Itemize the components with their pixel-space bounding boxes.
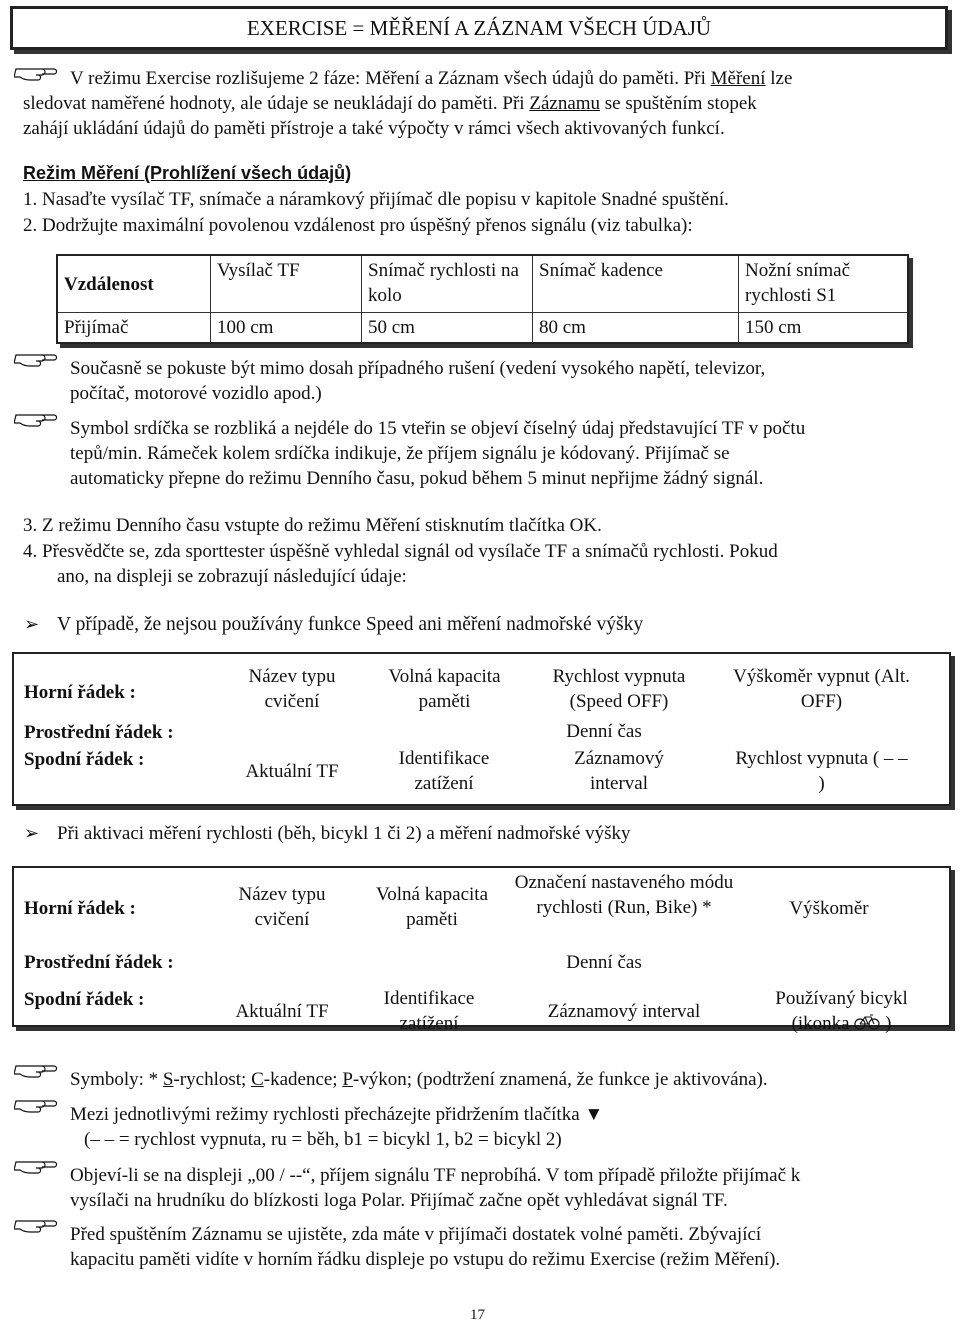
- col-foot: Nožní snímač rychlosti S1: [739, 255, 909, 313]
- step-4-l2: ano, na displeji se zobrazují následující údaje:: [57, 566, 407, 587]
- link-zaznam: Záznamu: [529, 93, 601, 114]
- val-cadence: 80 cm: [533, 313, 739, 344]
- val-foot: 150 cm: [739, 313, 909, 344]
- intro-line-1: V režimu Exercise rozlišujeme 2 fáze: Měření a Záznam všech údajů do paměti. Při Měření lze: [70, 68, 793, 89]
- bottom-load-id: Identifikace zatížení: [383, 988, 475, 1034]
- bottom-speed-off: Rychlost vypnuta ( – – ): [735, 748, 908, 794]
- note-interference-l1: Současně se pokuste být mimo dosah případného rušení (vedení vysokého napětí, televizor,: [70, 358, 766, 379]
- link-mereni: Měření: [710, 68, 766, 89]
- note-no-signal-l2: vysílači na hrudníku do blízkosti loga Polar. Přijímač začne opět vyhledávat signál TF.: [70, 1190, 728, 1211]
- top-exercise-type: Název typu cvičení: [238, 884, 326, 930]
- page-number: 17: [470, 1307, 485, 1323]
- val-tf: 100 cm: [211, 313, 362, 344]
- label-top-row: Horní řádek :: [24, 682, 136, 703]
- label-bottom-row: Spodní řádek :: [24, 989, 145, 1010]
- step-1: 1. Nasaďte vysílač TF, snímače a náramkový přijímač dle popisu v kapitole Snadné spuštění.: [23, 189, 729, 210]
- bicycle-icon: [854, 1014, 880, 1030]
- top-free-memory: Volná kapacita paměti: [375, 884, 489, 930]
- top-alt-off: Výškoměr vypnut (Alt. OFF): [733, 666, 910, 712]
- middle-time-of-day: Denní čas: [566, 952, 642, 973]
- step-4-l1: 4. Přesvědčte se, zda sporttester úspěšně vyhledal signál od vysílače TF a snímačů rychlosti. Pokud: [23, 541, 778, 562]
- pointing-hand-icon: [14, 1217, 58, 1235]
- section-heading: Režim Měření (Prohlížení všech údajů): [23, 163, 352, 183]
- bottom-load-id: Identifikace zatížení: [398, 748, 490, 794]
- step-3: 3. Z režimu Denního času vstupte do režimu Měření stisknutím tlačítka OK.: [23, 515, 602, 536]
- top-free-memory: Volná kapacita paměti: [388, 666, 501, 712]
- display-table-speed-alt: [12, 866, 951, 1034]
- display-table-basic: [12, 652, 951, 806]
- bottom-current-hr: Aktuální TF: [235, 1001, 329, 1022]
- distance-table: [56, 254, 909, 344]
- bottom-record-interval: Záznamový interval: [547, 1001, 701, 1022]
- note-switch-l2: (– – = rychlost vypnuta, ru = běh, b1 = bicykl 1, b2 = bicykl 2): [84, 1129, 562, 1150]
- pointing-hand-icon: [14, 411, 58, 429]
- top-speed-off: Rychlost vypnuta (Speed OFF): [552, 666, 686, 712]
- page-title-box: [10, 6, 948, 50]
- top-exercise-type: Název typu cvičení: [248, 666, 336, 712]
- pointing-hand-icon: [14, 1097, 58, 1115]
- label-bottom-row: Spodní řádek :: [24, 749, 145, 770]
- arrow-bullet-icon: ➢: [24, 614, 40, 634]
- intro-line-2: sledovat naměřené hodnoty, ale údaje se neukládají do paměti. Při Záznamu se spuštěním stopek: [23, 93, 757, 114]
- note-heart-l2: tepů/min. Rámeček kolem srdíčka indikuje, že příjem signálu je kódovaný. Přijímač se: [70, 443, 730, 464]
- note-memory-l2: kapacitu paměti vidíte v horním řádku displeje po vstupu do režimu Exercise (režim Měření).: [70, 1249, 781, 1270]
- step-2: 2. Dodržujte maximální povolenou vzdálenost pro úspěšný přenos signálu (viz tabulka):: [23, 215, 693, 236]
- note-heart-l1: Symbol srdíčka se rozbliká a nejdéle do 15 vteřin se objeví číselný údaj představující TF v počtu: [70, 418, 806, 439]
- label-top-row: Horní řádek :: [24, 898, 136, 919]
- col-speed: Snímač rychlosti na kolo: [362, 255, 533, 313]
- arrow-bullet-icon: ➢: [24, 823, 40, 843]
- pointing-hand-icon: [14, 65, 58, 83]
- row-label-receiver: Přijímač: [57, 313, 211, 344]
- note-no-signal-l1: Objeví-li se na displeji „00 / --“, příjem signálu TF neprobíhá. V tom případě přiložte přijímač k: [70, 1165, 801, 1186]
- top-speed-mode: Označení nastaveného módu rychlosti (Run, Bike) *: [514, 872, 734, 918]
- val-speed: 50 cm: [362, 313, 533, 344]
- case2-heading: Při aktivaci měření rychlosti (běh, bicykl 1 či 2) a měření nadmořské výšky: [57, 823, 631, 844]
- page-title: EXERCISE = MĚŘENÍ A ZÁZNAM VŠECH ÚDAJŮ: [246, 16, 712, 40]
- pointing-hand-icon: [14, 1062, 58, 1080]
- note-heart-l3: automaticky přepne do režimu Denního času, pokud během 5 minut nepřijme žádný signál.: [70, 468, 764, 489]
- note-switch-l1: Mezi jednotlivými režimy rychlosti přecházejte přidržením tlačítka ▼: [70, 1104, 604, 1125]
- bottom-current-hr: Aktuální TF: [245, 761, 339, 782]
- note-interference-l2: počítač, motorové vozidlo apod.): [70, 383, 322, 404]
- top-altimeter: Výškoměr: [789, 898, 869, 919]
- note-symbols: Symboly: * S-rychlost; C-kadence; P-výkon; (podtržení znamená, že funkce je aktivována).: [70, 1069, 768, 1090]
- col-tf: Vysílač TF: [211, 255, 362, 313]
- bottom-record-interval: Záznamový interval: [574, 748, 664, 794]
- pointing-hand-icon: [14, 351, 58, 369]
- col-cadence: Snímač kadence: [533, 255, 739, 313]
- pointing-hand-icon: [14, 1158, 58, 1176]
- bottom-bike-used: Používaný bicykl (ikonka ): [775, 988, 908, 1034]
- case1-heading: V případě, že nejsou používány funkce Speed ani měření nadmořské výšky: [57, 614, 644, 635]
- intro-line-3: zahájí ukládání údajů do paměti přístroje a také výpočty v rámci všech aktivovaných funkcí.: [23, 118, 725, 139]
- label-middle-row: Prostřední řádek :: [24, 722, 174, 743]
- note-memory-l1: Před spuštěním Záznamu se ujistěte, zda máte v přijímači dostatek volné paměti. Zbývající: [70, 1224, 762, 1245]
- distance-head-label: Vzdálenost: [57, 255, 211, 313]
- label-middle-row: Prostřední řádek :: [24, 952, 174, 973]
- middle-time-of-day: Denní čas: [566, 721, 642, 742]
